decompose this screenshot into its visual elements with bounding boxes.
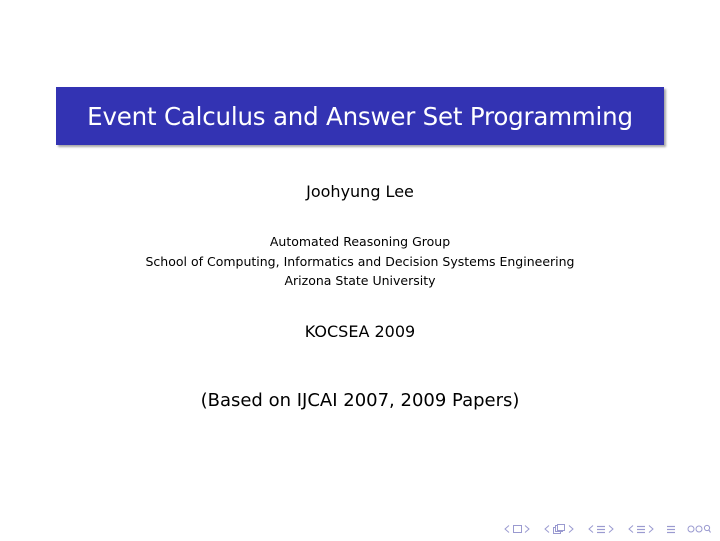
slide-title: Event Calculus and Answer Set Programming: [87, 101, 633, 131]
beamer-navigation-bar: [492, 521, 712, 537]
document-icon[interactable]: [636, 522, 646, 536]
subsection-icon[interactable]: [552, 522, 566, 536]
nav-left-arrow-icon[interactable]: [626, 522, 636, 536]
frame-icon[interactable]: [512, 522, 522, 536]
nav-right-arrow-icon[interactable]: [646, 522, 656, 536]
nav-left-arrow-icon[interactable]: [542, 522, 552, 536]
nav-left-arrow-icon[interactable]: [502, 522, 512, 536]
nav-right-arrow-icon[interactable]: [606, 522, 616, 536]
institute-line-school: School of Computing, Informatics and Decision Systems Engineering: [145, 254, 575, 269]
section-icon[interactable]: [596, 522, 606, 536]
nav-search-group: [686, 522, 712, 536]
nav-section-group: [586, 522, 616, 536]
alignment-icon[interactable]: [666, 522, 676, 536]
nav-document-group: [626, 522, 656, 536]
based-on-note: (Based on IJCAI 2007, 2009 Papers): [200, 390, 520, 411]
search-icon[interactable]: [686, 522, 712, 536]
nav-subsection-group: [542, 522, 576, 536]
event-name: KOCSEA 2009: [304, 322, 416, 341]
nav-left-arrow-icon[interactable]: [586, 522, 596, 536]
nav-right-arrow-icon[interactable]: [566, 522, 576, 536]
nav-frame-group: [502, 522, 532, 536]
institute-line-group: Automated Reasoning Group: [269, 234, 451, 249]
nav-alignment-group: [666, 522, 676, 536]
institute-line-university: Arizona State University: [284, 273, 436, 288]
nav-right-arrow-icon[interactable]: [522, 522, 532, 536]
title-banner: [56, 87, 664, 145]
author-name: Joohyung Lee: [306, 182, 414, 201]
